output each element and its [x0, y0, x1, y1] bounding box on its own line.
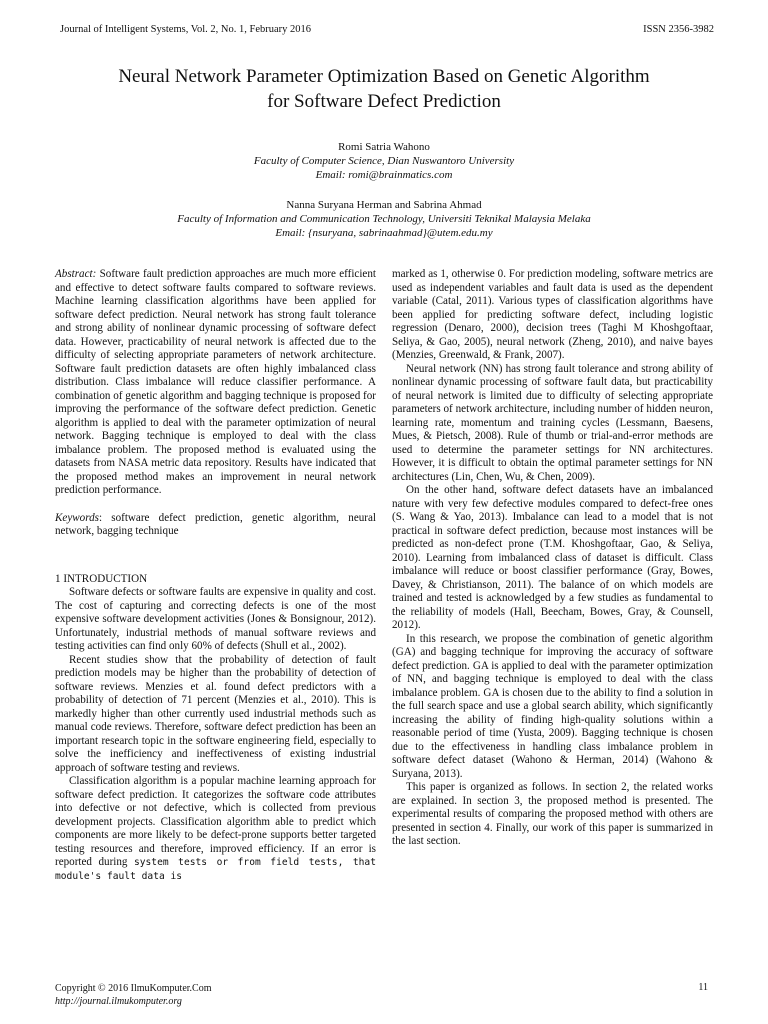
- title-line-1: Neural Network Parameter Optimization Based on Genetic Algorithm: [118, 66, 650, 87]
- intro-paragraph-tail: system tests or from field tests, that module's fault data is: [55, 857, 376, 882]
- abstract-text: Software fault prediction approaches are much more efficient and effective to detect software faults compared to software reviews. Machine learning classification algorithms have been applied for software defect prediction. Neural network has strong fault tolerance and strong ability of nonlinear dynamic processing of software defect data. However, practicability of neural network is affected due to the difficulty of selecting appropriate parameters of network architecture. Software fault prediction datasets are often highly imbalanced class distribution. Class imbalance will reduce classifier performance. A combination of genetic algorithm and bagging technique is proposed for improving the performance of the software defect prediction. Genetic algorithm is applied to deal with the parameter optimization of neural network. Bagging technique is employed to deal with the class imbalance problem. The proposed method is evaluated using the datasets from NASA metric data repository. Results have indicated that the proposed method makes an improvement in neural network prediction performance.: [55, 268, 376, 496]
- journal-url[interactable]: http://journal.ilmukomputer.org: [55, 996, 182, 1007]
- author-email: Email: {nsuryana, sabrinaahmad}@utem.edu.my: [275, 227, 493, 239]
- footer: [55, 982, 211, 1008]
- copyright: Copyright © 2016 IlmuKomputer.Com: [55, 983, 212, 994]
- author-email: Email: romi@brainmatics.com: [315, 169, 453, 181]
- author-name: Nanna Suryana Herman and Sabrina Ahmad: [286, 199, 482, 211]
- intro-paragraph: marked as 1, otherwise 0. For prediction modeling, software metrics are used as independent variables and fault data is used as the dependent variable (Catal, 2011). Various types of classification algorithms have been applied for predicting software defect, including logistic regression (Denaro, 2000), decision trees (Taghi M Khoshgoftaar, Seliya, & Gao, 2005), neural network (Zheng, 2010), and naive bayes (Menzies, Greenwald, & Frank, 2007).: [392, 268, 713, 361]
- abstract: [55, 268, 376, 498]
- title-line-2: for Software Defect Prediction: [267, 91, 501, 112]
- author-block-1: [40, 140, 728, 182]
- right-column: [392, 268, 713, 849]
- keywords-text: : software defect prediction, genetic algorithm, neural network, bagging technique: [55, 511, 376, 537]
- author-name: Romi Satria Wahono: [338, 141, 430, 153]
- keywords-label: Keywords: [55, 511, 99, 524]
- intro-paragraph: Recent studies show that the probability of detection of fault prediction models may be higher than the probability of detection of software reviews. Menzies et al. found defect predictors with a probability of detection of 71 percent (Menzies et al., 2010). This is markedly higher than other currently used industrial methods such as manual code reviews. Therefore, software defect prediction has been an important research topic in the software engineering field, especially to solve the inefficiency and ineffectiveness of existing industrial approach of software testing and reviews.: [55, 653, 376, 774]
- intro-paragraph: This paper is organized as follows. In section 2, the related works are explained. In section 3, the proposed method is presented. The experimental results of comparing the proposed method with others are presented in section 4. Finally, our work of this paper is summarized in the last section.: [392, 781, 713, 847]
- section-heading-introduction: 1 INTRODUCTION: [55, 572, 148, 585]
- author-block-2: [40, 198, 728, 240]
- journal-header: Journal of Intelligent Systems, Vol. 2, No. 1, February 2016: [60, 24, 312, 35]
- intro-paragraph: Software defects or software faults are expensive in quality and cost. The cost of capturing and correcting defects is one of the most expensive software development activities (Jones & Bonsignour, 2012). Unfortunately, industrial methods of manual software reviews and testing activities can find only 60% of defects (Shull et al., 2002).: [55, 586, 376, 652]
- intro-paragraph: On the other hand, software defect datasets have an imbalanced nature with very few defective modules compared to defect-free ones (S. Wang & Yao, 2013). Imbalance can lead to a model that is not practical in software defect prediction, because most instances will be predicted as non-defect prone (T.M. Khoshgoftaar, Gao, & Seliya, 2010). Learning from imbalanced class of dataset is difficult. Class imbalance will reduce or boost classifier performance (Gray, Bowes, Davey, & Christianson, 2011). The balance of on which models are trained and tested is acknowledged by a few studies as fundamental to the reliability of models (Hall, Beecham, Bowes, Gray, & Counsell, 2012).: [392, 484, 713, 631]
- left-column: [55, 268, 376, 883]
- intro-paragraph: Classification algorithm is a popular machine learning approach for software defect prediction. It categorizes the software code attributes into defective or not defective, which is collected from previous development projects. Classification algorithm able to predict which components are more likely to be defect-prone supports better targeted testing resources and therefore, improved efficiency. If an error is reported during system tests or from field tests, that module's fault data is: [55, 775, 376, 882]
- author-affiliation: Faculty of Information and Communication Technology, Universiti Teknikal Malaysia Melaka: [177, 213, 591, 225]
- abstract-label: Abstract:: [55, 268, 97, 280]
- page-number: 11: [698, 982, 708, 993]
- issn-header: ISSN 2356-3982: [643, 24, 714, 35]
- keywords: [55, 512, 376, 539]
- intro-paragraph: In this research, we propose the combination of genetic algorithm (GA) and bagging technique for improving the accuracy of software defect prediction. GA is applied to deal with the parameter optimization of NN, and bagging technique is employed to deal with the class imbalance problem. GA is chosen due to the ability to find a solution in the full search space and use a global search ability, which significantly increasing the ability of finding high-quality solutions within a reasonable period of time (Yusta, 2009). Bagging technique is chosen due to the effectiveness in handling class imbalance problem in software defect dataset (Wahono & Herman, 2014) (Wahono & Suryana, 2013).: [392, 632, 713, 780]
- author-affiliation: Faculty of Computer Science, Dian Nuswantoro University: [253, 155, 515, 167]
- paper-title: [40, 64, 728, 114]
- intro-paragraph: Neural network (NN) has strong fault tolerance and strong ability of nonlinear dynamic processing of software fault data, but practicability of neural network is limited due to difficulty of selecting appropriate parameters of network architecture, including number of hidden neuron, learning rate, momentum and training cycles (Lessmann, Baesens, Mues, & Pietsch, 2008). Rule of thumb or trial-and-error methods are used to determine the parameter settings for NN architectures. However, it is difficult to obtain the optimal parameter settings for NN architectures (Lin, Chen, Wu, & Chen, 2009).: [392, 362, 713, 483]
